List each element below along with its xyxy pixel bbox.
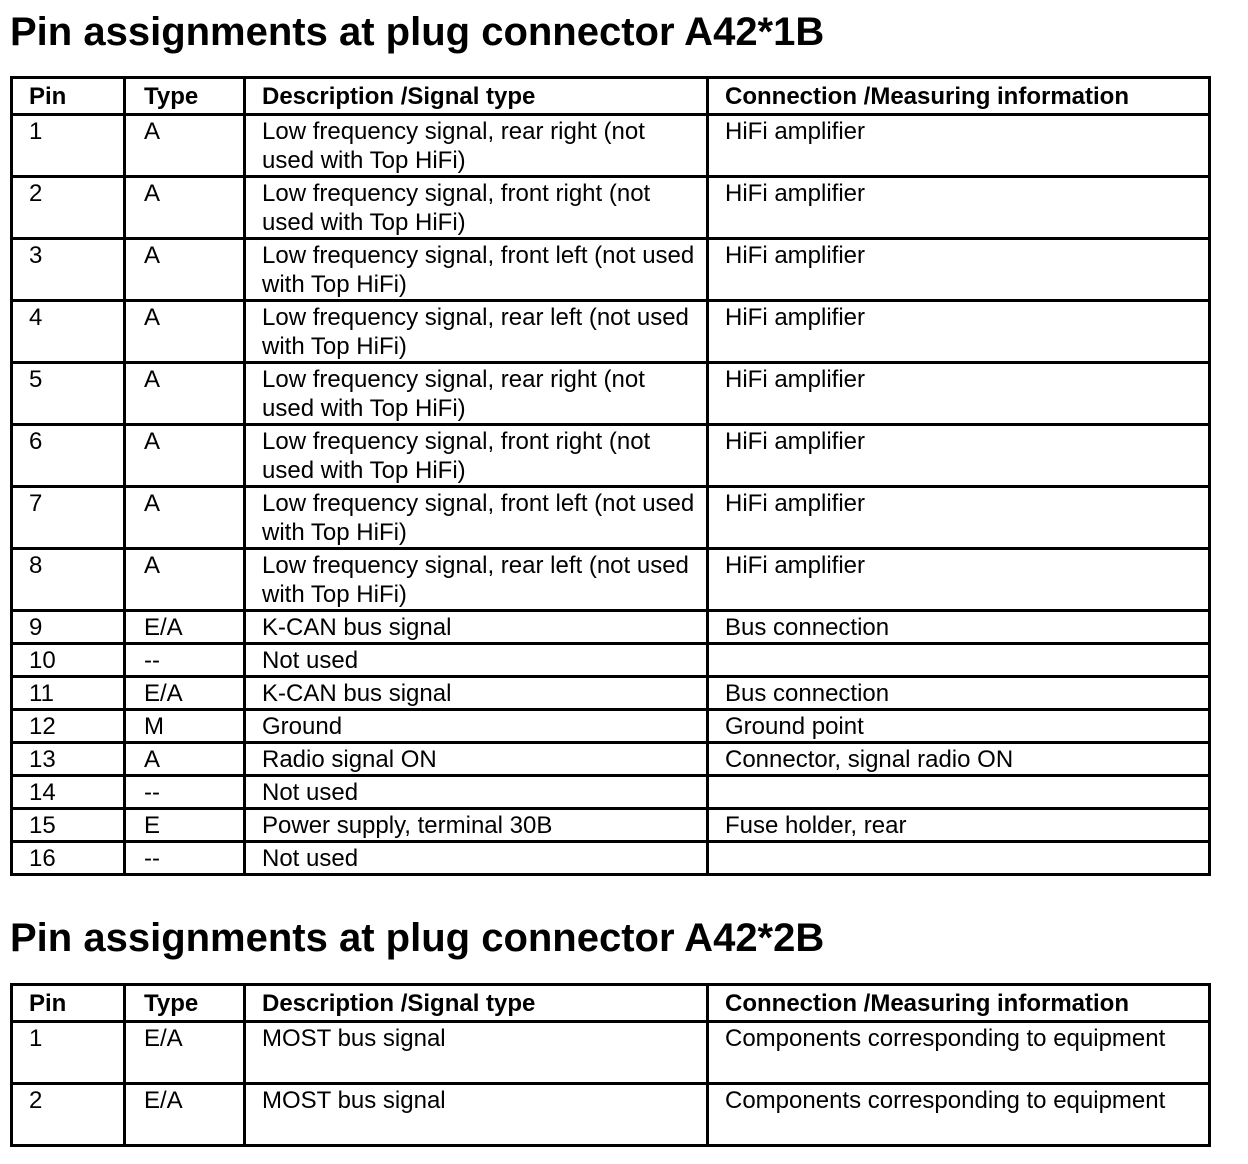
cell-connection: HiFi amplifier xyxy=(708,363,1210,425)
section-title-a42-2b: Pin assignments at plug connector A42*2B xyxy=(10,916,825,960)
cell-description: Ground xyxy=(245,710,708,743)
cell-type: E/A xyxy=(125,1084,245,1146)
cell-pin: 13 xyxy=(12,743,125,776)
cell-connection: HiFi amplifier xyxy=(708,177,1210,239)
cell-type: A xyxy=(125,363,245,425)
cell-pin: 16 xyxy=(12,842,125,875)
header-connection: Connection /Measuring information xyxy=(708,78,1210,115)
table-row xyxy=(12,611,1210,644)
cell-pin: 1 xyxy=(12,1022,125,1084)
table-row xyxy=(12,115,1210,177)
cell-description: Low frequency signal, rear right (not used with Top HiFi) xyxy=(245,115,708,177)
cell-connection xyxy=(708,842,1210,875)
cell-type: E/A xyxy=(125,677,245,710)
cell-description: K-CAN bus signal xyxy=(245,677,708,710)
table-row xyxy=(12,1022,1210,1084)
cell-type: E/A xyxy=(125,611,245,644)
table-header-row xyxy=(12,78,1210,115)
cell-connection: Bus connection xyxy=(708,677,1210,710)
cell-type: A xyxy=(125,301,245,363)
cell-pin: 5 xyxy=(12,363,125,425)
table-row xyxy=(12,425,1210,487)
table-row xyxy=(12,301,1210,363)
cell-pin: 6 xyxy=(12,425,125,487)
header-connection: Connection /Measuring information xyxy=(708,985,1210,1022)
table-row xyxy=(12,239,1210,301)
cell-description: Low frequency signal, front left (not used with Top HiFi) xyxy=(245,487,708,549)
cell-type: A xyxy=(125,177,245,239)
cell-description: Not used xyxy=(245,842,708,875)
cell-connection xyxy=(708,644,1210,677)
cell-connection: Components corresponding to equipment xyxy=(708,1022,1210,1084)
cell-connection: HiFi amplifier xyxy=(708,487,1210,549)
cell-description: MOST bus signal xyxy=(245,1022,708,1084)
cell-description: Low frequency signal, rear left (not used with Top HiFi) xyxy=(245,549,708,611)
cell-type: A xyxy=(125,425,245,487)
cell-description: Low frequency signal, front left (not used with Top HiFi) xyxy=(245,239,708,301)
cell-pin: 8 xyxy=(12,549,125,611)
header-type: Type xyxy=(125,985,245,1022)
table-row xyxy=(12,809,1210,842)
cell-description: Radio signal ON xyxy=(245,743,708,776)
cell-connection xyxy=(708,776,1210,809)
table-row xyxy=(12,1084,1210,1146)
cell-type: A xyxy=(125,115,245,177)
cell-pin: 3 xyxy=(12,239,125,301)
cell-pin: 4 xyxy=(12,301,125,363)
header-type: Type xyxy=(125,78,245,115)
cell-description: Not used xyxy=(245,776,708,809)
cell-type: E/A xyxy=(125,1022,245,1084)
table-row xyxy=(12,776,1210,809)
cell-type: -- xyxy=(125,644,245,677)
table-row xyxy=(12,644,1210,677)
header-pin: Pin xyxy=(12,985,125,1022)
cell-connection: HiFi amplifier xyxy=(708,239,1210,301)
table-row xyxy=(12,177,1210,239)
cell-description: MOST bus signal xyxy=(245,1084,708,1146)
cell-description: Low frequency signal, rear left (not used with Top HiFi) xyxy=(245,301,708,363)
cell-pin: 15 xyxy=(12,809,125,842)
cell-description: Low frequency signal, front right (not used with Top HiFi) xyxy=(245,177,708,239)
cell-pin: 7 xyxy=(12,487,125,549)
cell-pin: 12 xyxy=(12,710,125,743)
cell-description: K-CAN bus signal xyxy=(245,611,708,644)
cell-connection: HiFi amplifier xyxy=(708,115,1210,177)
cell-type: A xyxy=(125,549,245,611)
cell-type: A xyxy=(125,743,245,776)
header-pin: Pin xyxy=(12,78,125,115)
cell-connection: HiFi amplifier xyxy=(708,425,1210,487)
cell-type: A xyxy=(125,239,245,301)
pin-table-a42-1b xyxy=(10,76,1211,876)
cell-connection: Fuse holder, rear xyxy=(708,809,1210,842)
table-row xyxy=(12,549,1210,611)
cell-pin: 10 xyxy=(12,644,125,677)
pin-table-a42-2b xyxy=(10,983,1211,1147)
table-row xyxy=(12,363,1210,425)
table-row xyxy=(12,710,1210,743)
cell-pin: 9 xyxy=(12,611,125,644)
table-row xyxy=(12,842,1210,875)
cell-pin: 2 xyxy=(12,177,125,239)
table-row xyxy=(12,677,1210,710)
table-row xyxy=(12,743,1210,776)
cell-connection: HiFi amplifier xyxy=(708,301,1210,363)
cell-type: -- xyxy=(125,842,245,875)
section-title-a42-1b: Pin assignments at plug connector A42*1B xyxy=(10,10,825,54)
cell-description: Power supply, terminal 30B xyxy=(245,809,708,842)
cell-pin: 2 xyxy=(12,1084,125,1146)
cell-pin: 1 xyxy=(12,115,125,177)
header-description: Description /Signal type xyxy=(245,78,708,115)
cell-connection: Bus connection xyxy=(708,611,1210,644)
header-description: Description /Signal type xyxy=(245,985,708,1022)
cell-description: Low frequency signal, front right (not used with Top HiFi) xyxy=(245,425,708,487)
cell-type: -- xyxy=(125,776,245,809)
cell-description: Not used xyxy=(245,644,708,677)
table-header-row xyxy=(12,985,1210,1022)
table-row xyxy=(12,487,1210,549)
cell-connection: HiFi amplifier xyxy=(708,549,1210,611)
cell-connection: Components corresponding to equipment xyxy=(708,1084,1210,1146)
cell-description: Low frequency signal, rear right (not used with Top HiFi) xyxy=(245,363,708,425)
cell-type: M xyxy=(125,710,245,743)
cell-pin: 11 xyxy=(12,677,125,710)
cell-connection: Ground point xyxy=(708,710,1210,743)
cell-connection: Connector, signal radio ON xyxy=(708,743,1210,776)
cell-pin: 14 xyxy=(12,776,125,809)
cell-type: A xyxy=(125,487,245,549)
cell-type: E xyxy=(125,809,245,842)
